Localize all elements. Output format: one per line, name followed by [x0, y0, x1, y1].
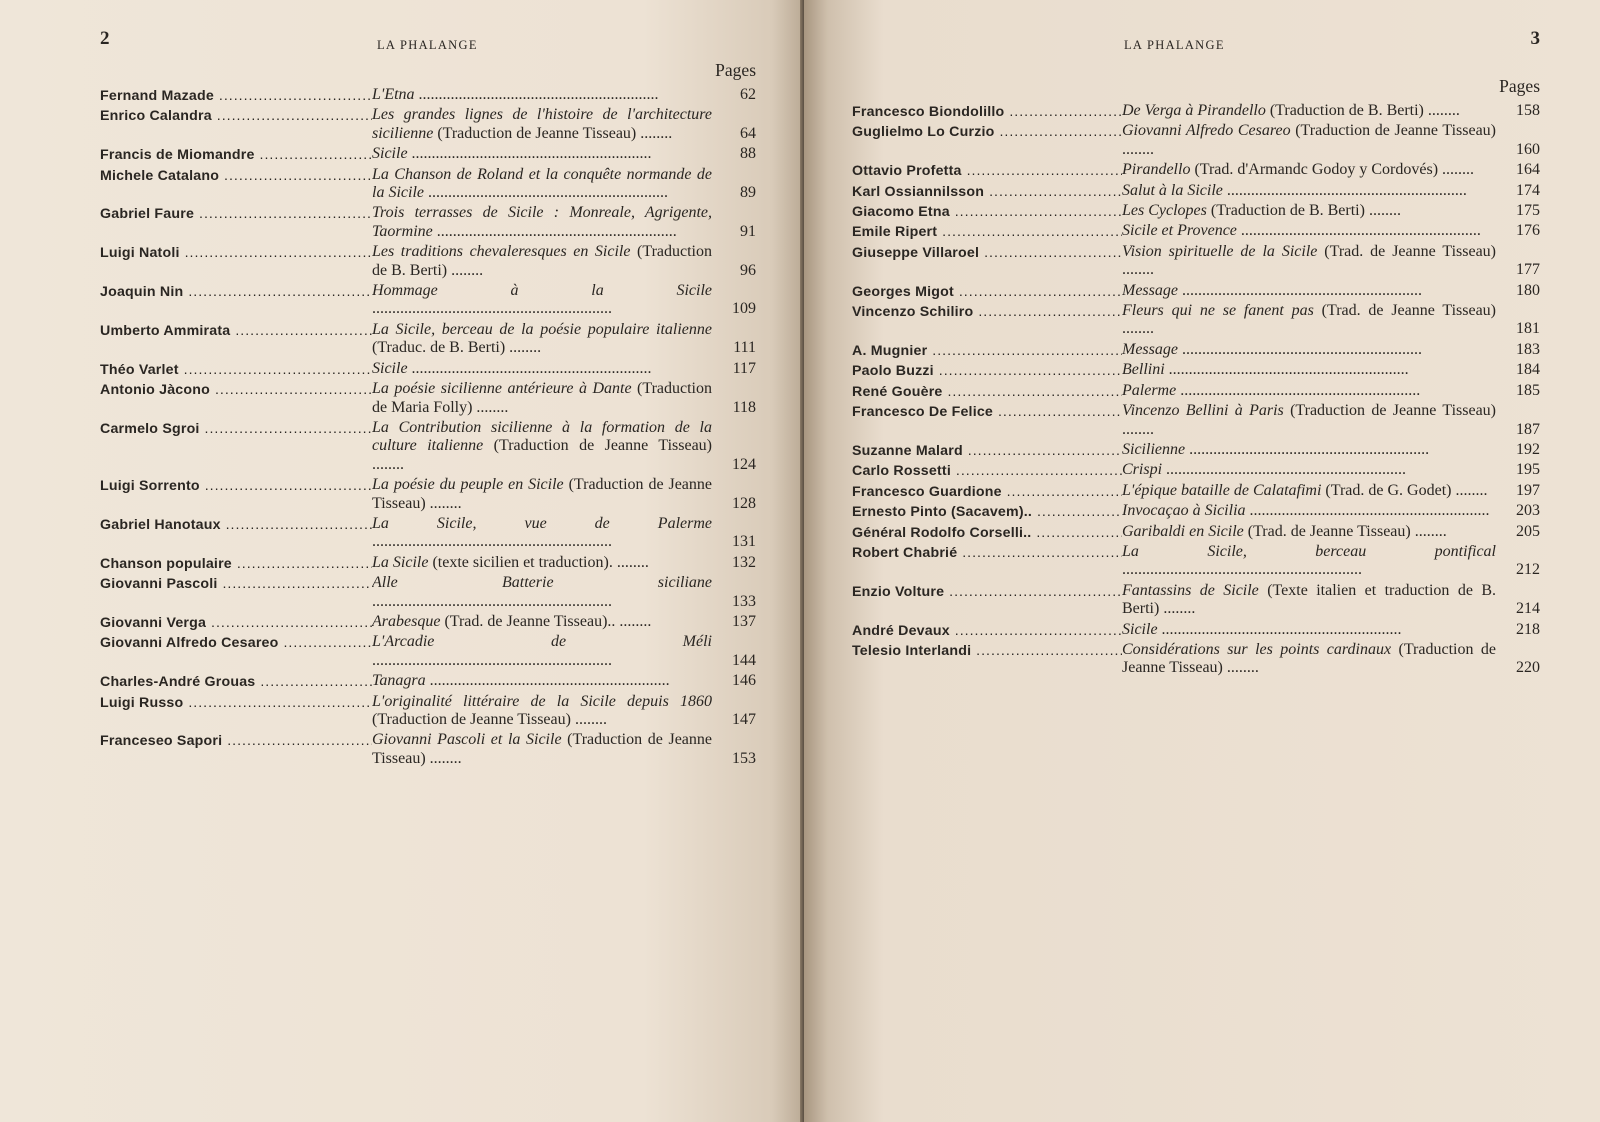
toc-title-italic: Considérations sur les points cardinaux [1122, 640, 1392, 658]
toc-page-number: 174 [1516, 181, 1540, 199]
toc-title-note: (Texte italien et traduction de B. Berti) [1122, 581, 1496, 618]
toc-title-italic: Invocaçao à Sicilia [1122, 502, 1246, 520]
toc-author: Franceseo Sapori ..... [100, 731, 372, 749]
toc-entry [100, 613, 756, 631]
toc-title [372, 476, 712, 513]
toc-page-number: 212 [1516, 561, 1540, 579]
toc-title-italic: Message [1122, 281, 1178, 299]
toc-leader-dots: ............................................................ [407, 145, 652, 163]
toc-title [1122, 621, 1496, 639]
toc-leader-dots: ............................................................ [1157, 620, 1402, 638]
toc-title-italic: La poésie sicilienne antérieure à Dante [372, 380, 632, 398]
toc-leader-dots: ............................................................ [1162, 461, 1407, 479]
toc-title-italic: La Sicile [372, 553, 429, 571]
toc-page-number: 192 [1516, 440, 1540, 458]
toc-leader-dots: ........ [615, 612, 652, 630]
toc-leader-dots: ........ [1122, 261, 1154, 279]
left-pages-label: Pages [715, 60, 756, 80]
toc-leader-dots: ............................................................ [372, 533, 612, 551]
toc-entry [852, 382, 1540, 400]
toc-title-note: (Traduction de Jeanne Tisseau) [433, 124, 637, 142]
toc-author: Antonio Jàcono ..... [100, 380, 372, 398]
toc-title [1122, 361, 1496, 379]
toc-page-number: 158 [1516, 102, 1540, 119]
toc-author: Luigi Russo ..... [100, 693, 372, 711]
toc-entry [100, 145, 756, 163]
toc-title [372, 360, 712, 378]
toc-leader-dots: ............................................................ [1185, 440, 1430, 458]
toc-author: René Gouère ..... [852, 382, 1122, 400]
toc-page-number: 187 [1516, 420, 1540, 438]
toc-title-italic: Salut à la Sicile [1122, 181, 1223, 199]
toc-entry [100, 515, 756, 552]
toc-title-italic: Vision spirituelle de la Sicile [1122, 242, 1318, 260]
toc-leader-dots: ............................................................ [1176, 381, 1421, 399]
toc-leader-dots: ........ [1410, 522, 1447, 540]
toc-leader-dots: ............................................................ [1222, 181, 1467, 199]
toc-author: Francis de Miomandre ..... [100, 145, 372, 163]
toc-leader-dots: ............................................................ [425, 672, 670, 690]
toc-page-number: 124 [732, 455, 756, 473]
toc-title [1122, 543, 1496, 580]
toc-author: Francesco De Felice ..... [852, 402, 1122, 420]
toc-entry [100, 360, 756, 378]
toc-page-number: 96 [740, 261, 756, 279]
toc-entry [100, 204, 756, 241]
toc-entry [100, 380, 756, 417]
toc-entry [100, 574, 756, 611]
toc-title-italic: La Chanson de Roland et la conquête normande de la Sicile [372, 165, 712, 202]
right-page [804, 0, 1600, 1122]
toc-title [1122, 122, 1496, 159]
toc-title-italic: L'originalité littéraire de la Sicile depuis 1860 [372, 692, 712, 710]
toc-page-number: 111 [733, 339, 756, 357]
toc-page-number: 64 [740, 124, 756, 142]
toc-title [372, 574, 712, 611]
toc-leader-dots: ........ [372, 455, 404, 473]
toc-author: Francesco Biondolillo ..... [852, 102, 1122, 120]
toc-title-italic: Arabesque [372, 612, 441, 630]
toc-author: Charles-André Grouas ..... [100, 672, 372, 690]
toc-page-number: 153 [732, 749, 756, 767]
toc-entry [100, 106, 756, 143]
toc-leader-dots: ............................................................ [1236, 222, 1481, 240]
toc-entry [100, 321, 756, 358]
toc-page-number: 214 [1516, 600, 1540, 618]
toc-page-number: 128 [732, 494, 756, 512]
toc-page-number: 147 [732, 711, 756, 728]
toc-page-number: 220 [1516, 659, 1540, 677]
toc-title-note: (Trad. de Jeanne Tisseau) [1313, 302, 1496, 320]
toc-page-number: 133 [732, 592, 756, 610]
toc-page-number: 132 [732, 553, 756, 571]
toc-entry [852, 302, 1540, 339]
right-running-title: LA PHALANGE [1124, 38, 1225, 52]
toc-author: Enzio Volture ..... [852, 582, 1122, 600]
right-page-number: 3 [1530, 28, 1540, 49]
left-table-of-contents [100, 86, 756, 768]
toc-page-number: 118 [732, 398, 756, 416]
toc-leader-dots: ........ [636, 124, 673, 142]
toc-author: Georges Migot ..... [852, 282, 1122, 300]
toc-entry [100, 282, 756, 319]
toc-title-italic: L'épique bataille de Calatafimi [1122, 481, 1322, 499]
toc-author: Paolo Buzzi ..... [852, 361, 1122, 379]
toc-author: Fernand Mazade ..... [100, 86, 372, 104]
toc-leader-dots: ........ [1438, 161, 1475, 179]
toc-leader-dots: ........ [1451, 481, 1488, 499]
toc-leader-dots: ........ [1122, 320, 1154, 338]
toc-author: Luigi Natoli ..... [100, 243, 372, 261]
toc-page-number: 181 [1516, 320, 1540, 338]
toc-entry [852, 543, 1540, 580]
toc-page-number: 117 [732, 359, 756, 377]
toc-title-note: (Traduction de Jeanne Tisseau) [1290, 122, 1496, 140]
toc-title [372, 166, 712, 203]
toc-page-number: 175 [1516, 202, 1540, 220]
toc-title-italic: L'Arcadie de Méli [372, 633, 712, 651]
toc-page-number: 185 [1516, 381, 1540, 399]
toc-author: Ernesto Pinto (Sacavem).. ..... [852, 502, 1122, 520]
toc-author: André Devaux ..... [852, 621, 1122, 639]
toc-title [372, 554, 712, 572]
toc-title-note: (Traduc. de B. Berti) [372, 339, 506, 357]
toc-entry [852, 402, 1540, 439]
toc-entry [852, 202, 1540, 220]
toc-title-note: (Traduction de B. Berti) [1265, 102, 1424, 119]
toc-title [1122, 302, 1496, 339]
toc-entry [852, 102, 1540, 120]
toc-entry [100, 419, 756, 474]
toc-author: Giovanni Verga ..... [100, 613, 372, 631]
toc-entry [852, 243, 1540, 280]
toc-page-number: 89 [740, 184, 756, 202]
toc-title-italic: Sicile [1122, 620, 1158, 638]
toc-entry [100, 672, 756, 690]
toc-title [372, 380, 712, 417]
toc-leader-dots: ........ [425, 494, 462, 512]
toc-title-italic: Les grandes lignes de l'histoire de l'architecture sicilienne [372, 106, 712, 142]
toc-title [1122, 161, 1496, 179]
toc-title-italic: Sicile et Provence [1122, 222, 1237, 240]
toc-author: Chanson populaire ..... [100, 554, 372, 572]
toc-author: Michele Catalano ..... [100, 166, 372, 184]
toc-page-number: 160 [1516, 140, 1540, 158]
toc-title [1122, 582, 1496, 619]
toc-leader-dots: ........ [1159, 600, 1196, 618]
toc-leader-dots: ........ [1222, 659, 1259, 677]
toc-title-italic: La poésie du peuple en Sicile [372, 476, 564, 494]
toc-leader-dots: ............................................................ [414, 86, 659, 103]
toc-title-italic: Giovanni Alfredo Cesareo [1122, 122, 1291, 140]
toc-author: Carmelo Sgroi ..... [100, 419, 372, 437]
toc-page-number: 184 [1516, 361, 1540, 379]
toc-title [372, 204, 712, 241]
toc-entry [100, 693, 756, 730]
toc-page-number: 183 [1516, 340, 1540, 358]
toc-entry [852, 122, 1540, 159]
toc-title-italic: Crispi [1122, 461, 1163, 479]
toc-page-number: 218 [1516, 620, 1540, 638]
toc-title [372, 321, 712, 358]
toc-leader-dots: ............................................................ [1177, 340, 1422, 358]
toc-page-number: 203 [1516, 502, 1540, 520]
toc-title-italic: Bellini [1122, 361, 1165, 379]
toc-leader-dots: ........ [1122, 420, 1154, 438]
toc-author: Gabriel Hanotaux ..... [100, 515, 372, 533]
toc-page-number: 91 [740, 222, 756, 240]
toc-title [372, 282, 712, 319]
toc-title [1122, 641, 1496, 678]
toc-title [372, 86, 712, 104]
toc-title [1122, 182, 1496, 200]
toc-title-italic: La Contribution sicilienne à la formation de la culture italienne [372, 418, 712, 455]
toc-title-italic: Fantassins de Sicile [1122, 581, 1259, 599]
toc-title-note: (Traduction de B. Berti) [1206, 202, 1365, 220]
toc-leader-dots: ........ [1364, 202, 1401, 220]
toc-entry [852, 441, 1540, 459]
toc-author: Giacomo Etna ..... [852, 202, 1122, 220]
right-pages-label: Pages [1499, 76, 1540, 96]
toc-title [1122, 482, 1496, 500]
toc-title [1122, 402, 1496, 439]
toc-title-note: (Traduction de Jeanne Tisseau) [372, 476, 712, 512]
toc-title-italic: Vincenzo Bellini à Paris [1122, 402, 1284, 420]
toc-page-number: 131 [732, 533, 756, 551]
toc-author: Umberto Ammirata ..... [100, 321, 372, 339]
toc-page-number: 109 [732, 300, 756, 318]
toc-title [372, 243, 712, 280]
toc-title [372, 106, 712, 143]
toc-entry [100, 633, 756, 670]
toc-page-number: 180 [1516, 281, 1540, 299]
toc-entry [100, 243, 756, 280]
toc-entry [852, 182, 1540, 200]
toc-title [1122, 282, 1496, 300]
toc-leader-dots: ........ [425, 749, 462, 767]
toc-title-italic: La Sicile, berceau pontifical [1122, 542, 1496, 560]
toc-title [372, 419, 712, 474]
toc-leader-dots: ............................................................ [432, 222, 677, 240]
toc-title-italic: Les traditions chevaleresques en Sicile [372, 243, 631, 261]
toc-leader-dots: ............................................................ [372, 300, 612, 318]
toc-author: Carlo Rossetti ..... [852, 461, 1122, 479]
toc-leader-dots: ............................................................ [1177, 281, 1422, 299]
toc-title-italic: Palerme [1122, 381, 1177, 399]
toc-entry [852, 502, 1540, 520]
toc-title-italic: Message [1122, 340, 1178, 358]
toc-title-italic: Les Cyclopes [1122, 202, 1207, 220]
toc-title [372, 613, 712, 631]
toc-title-note: (Trad. de Jeanne Tisseau) [1317, 242, 1496, 260]
toc-title-note: (texte sicilien et traduction). [428, 553, 613, 571]
toc-leader-dots: ........ [1122, 140, 1154, 158]
toc-author: Théo Varlet ..... [100, 360, 372, 378]
toc-title-italic: Sicile [372, 145, 408, 163]
toc-page-number: 195 [1516, 461, 1540, 479]
right-table-of-contents [852, 102, 1540, 678]
toc-author: Telesio Interlandi ..... [852, 641, 1122, 659]
toc-title-italic: Trois terrasses de Sicile : Monreale, Agrigente, Taormine [372, 204, 712, 240]
toc-entry [852, 161, 1540, 179]
toc-title [1122, 222, 1496, 240]
toc-title [1122, 523, 1496, 541]
toc-title-note: (Trad. d'Armandc Godoy y Cordovés) [1190, 161, 1439, 179]
toc-title-italic: Hommage à la Sicile [372, 282, 712, 300]
toc-title-italic: L'Etna [372, 86, 415, 103]
toc-leader-dots: ........ [472, 398, 509, 416]
toc-leader-dots: ........ [570, 711, 607, 728]
toc-title-note: (Traduction de Jeanne Tisseau) [372, 731, 712, 767]
toc-title-italic: Fleurs qui ne se fanent pas [1122, 302, 1314, 320]
toc-title [1122, 461, 1496, 479]
toc-title [372, 145, 712, 163]
toc-title-note: (Trad. de Jeanne Tisseau).. [440, 612, 616, 630]
toc-author: Karl Ossiannilsson ..... [852, 182, 1122, 200]
toc-page-number: 137 [732, 612, 756, 630]
toc-author: Guglielmo Lo Curzio ..... [852, 122, 1122, 140]
toc-title-italic: Alle Batterie siciliane [372, 574, 712, 592]
toc-title-italic: Giovanni Pascoli et la Sicile [372, 731, 562, 749]
toc-author: Vincenzo Schiliro ..... [852, 302, 1122, 320]
toc-title [1122, 341, 1496, 359]
toc-author: Luigi Sorrento ..... [100, 476, 372, 494]
toc-page-number: 177 [1516, 261, 1540, 279]
toc-title-italic: Sicilienne [1122, 440, 1186, 458]
toc-entry [852, 461, 1540, 479]
toc-leader-dots: ............................................................ [1245, 502, 1490, 520]
toc-entry [852, 523, 1540, 541]
toc-title-italic: La Sicile, vue de Palerme [372, 514, 712, 532]
toc-title [372, 731, 712, 768]
toc-title [1122, 102, 1496, 120]
toc-author: Robert Chabrié ..... [852, 543, 1122, 561]
toc-page-number: 146 [732, 672, 756, 690]
left-page-number: 2 [100, 28, 110, 49]
toc-page-number: 205 [1516, 522, 1540, 540]
toc-entry [852, 341, 1540, 359]
toc-page-number: 62 [740, 86, 756, 103]
toc-leader-dots: ............................................................ [407, 359, 652, 377]
toc-title-italic: De Verga à Pirandello [1122, 102, 1266, 119]
toc-title-note: (Trad. de G. Godet) [1321, 481, 1452, 499]
left-page-header [100, 0, 756, 52]
toc-title [372, 693, 712, 730]
toc-entry [852, 621, 1540, 639]
toc-author: Général Rodolfo Corselli.. ..... [852, 523, 1122, 541]
toc-entry [852, 282, 1540, 300]
toc-author: Ottavio Profetta ..... [852, 161, 1122, 179]
toc-entry [852, 582, 1540, 619]
toc-entry [100, 476, 756, 513]
toc-author: Enrico Calandra ..... [100, 106, 372, 124]
toc-author: Giuseppe Villaroel ..... [852, 243, 1122, 261]
toc-title-italic: La Sicile, berceau de la poésie populaire italienne [372, 320, 712, 338]
toc-page-number: 197 [1516, 481, 1540, 499]
toc-leader-dots: ............................................................ [372, 592, 612, 610]
toc-leader-dots: ............................................................ [372, 651, 612, 669]
toc-title-note: (Traduction de Jeanne Tisseau) [1122, 640, 1496, 677]
toc-author: Giovanni Alfredo Cesareo ..... [100, 633, 372, 651]
toc-title [372, 515, 712, 552]
toc-title [372, 672, 712, 690]
toc-author: Francesco Guardione ..... [852, 482, 1122, 500]
toc-entry [852, 361, 1540, 379]
toc-entry [100, 86, 756, 104]
toc-leader-dots: ........ [505, 339, 542, 357]
toc-leader-dots: ........ [612, 553, 649, 571]
toc-author: Suzanne Malard ..... [852, 441, 1122, 459]
toc-title-italic: Tanagra [372, 672, 426, 690]
toc-entry [100, 731, 756, 768]
toc-leader-dots: ............................................................ [1164, 361, 1409, 379]
toc-author: Gabriel Faure ..... [100, 204, 372, 222]
toc-page-number: 88 [740, 145, 756, 163]
toc-leader-dots: ........ [1423, 102, 1460, 119]
toc-leader-dots: ............................................................ [1122, 561, 1362, 579]
toc-title [1122, 382, 1496, 400]
toc-page-number: 144 [732, 651, 756, 669]
toc-title [372, 633, 712, 670]
toc-title-note: (Trad. de Jeanne Tisseau) [1243, 522, 1411, 540]
toc-entry [852, 641, 1540, 678]
toc-author: Giovanni Pascoli ..... [100, 574, 372, 592]
toc-title-note: (Traduction de B. Berti) [372, 243, 712, 279]
toc-entry [852, 482, 1540, 500]
left-running-title: LA PHALANGE [377, 38, 478, 52]
toc-page-number: 164 [1516, 161, 1540, 179]
right-page-header [852, 0, 1540, 52]
toc-title-note: (Traduction de Jeanne Tisseau) [483, 437, 712, 455]
toc-entry [100, 166, 756, 203]
toc-entry [852, 222, 1540, 240]
toc-leader-dots: ........ [447, 261, 484, 279]
toc-author: A. Mugnier ..... [852, 341, 1122, 359]
toc-author: Joaquin Nin ..... [100, 282, 372, 300]
toc-leader-dots: ............................................................ [423, 184, 668, 202]
toc-title [1122, 243, 1496, 280]
toc-entry [100, 554, 756, 572]
toc-author: Emile Ripert ..... [852, 222, 1122, 240]
toc-title-note: (Traduction de Maria Folly) [372, 380, 712, 416]
toc-title-note: (Traduction de Jeanne Tisseau) [1283, 402, 1496, 420]
toc-title-italic: Sicile [372, 359, 408, 377]
toc-title-italic: Garibaldi en Sicile [1122, 522, 1244, 540]
toc-title-note: (Traduction de Jeanne Tisseau) [372, 711, 571, 728]
toc-title-italic: Pirandello [1122, 161, 1191, 179]
toc-title [1122, 202, 1496, 220]
toc-title [1122, 502, 1496, 520]
toc-page-number: 176 [1516, 222, 1540, 240]
toc-title [1122, 441, 1496, 459]
